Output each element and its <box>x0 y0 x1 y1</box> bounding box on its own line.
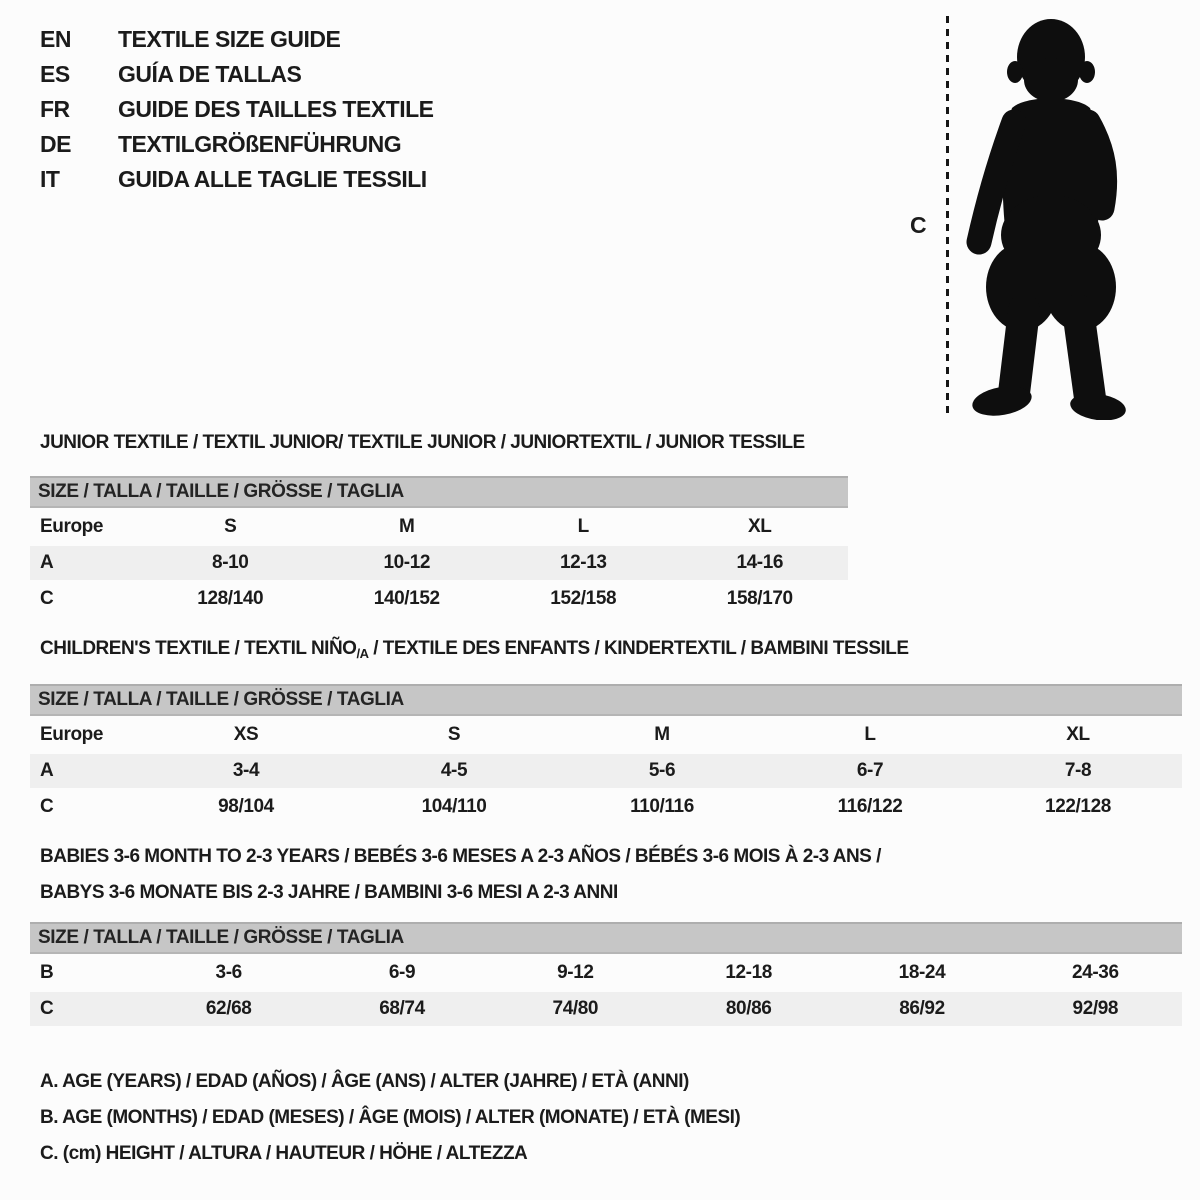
size-header-bar-label: SIZE / TALLA / TAILLE / GRÖSSE / TAGLIA <box>30 476 848 508</box>
size-cell: L <box>495 508 672 544</box>
babies-section-title-line2: BABYS 3-6 MONATE BIS 2-3 JAHRE / BAMBINI 3-6 MESI A 2-3 ANNI <box>40 882 618 903</box>
legend-age-years: A. AGE (YEARS) / EDAD (AÑOS) / ÂGE (ANS) / ALTER (JAHRE) / ETÀ (ANNI) <box>40 1071 689 1092</box>
months-cell: 18-24 <box>835 954 1008 990</box>
months-cell: 9-12 <box>489 954 662 990</box>
row-label: A <box>30 752 142 788</box>
height-cell: 86/92 <box>835 990 1008 1026</box>
table-row-age <box>30 544 848 580</box>
size-header-bar <box>30 684 1182 716</box>
age-cell: 7-8 <box>974 752 1182 788</box>
height-cell: 74/80 <box>489 990 662 1026</box>
age-cell: 12-13 <box>495 544 672 580</box>
height-cell: 140/152 <box>319 580 496 616</box>
junior-section-title: JUNIOR TEXTILE / TEXTIL JUNIOR/ TEXTILE JUNIOR / JUNIORTEXTIL / JUNIOR TESSILE <box>40 432 805 453</box>
guide-title-de: TEXTILGRÖßENFÜHRUNG <box>118 131 402 157</box>
language-code-it: IT <box>40 166 60 192</box>
size-cell: S <box>350 716 558 752</box>
row-label: A <box>30 544 142 580</box>
age-cell: 10-12 <box>319 544 496 580</box>
height-cell: 68/74 <box>315 990 488 1026</box>
children-title-subscript: /A <box>356 646 369 661</box>
size-cell: M <box>558 716 766 752</box>
language-row-es <box>40 57 434 92</box>
height-cell: 80/86 <box>662 990 835 1026</box>
children-title-pre: CHILDREN'S TEXTILE / TEXTIL NIÑO <box>40 638 357 659</box>
language-code-es: ES <box>40 61 70 87</box>
language-row-fr <box>40 92 434 127</box>
height-cell: 122/128 <box>974 788 1182 824</box>
table-row-height <box>30 788 1182 824</box>
table-row-months <box>30 954 1182 990</box>
language-title-list <box>40 22 434 197</box>
size-header-bar-label: SIZE / TALLA / TAILLE / GRÖSSE / TAGLIA <box>30 922 1182 954</box>
height-measure-dashed-line <box>946 16 949 416</box>
table-row-age <box>30 752 1182 788</box>
junior-size-table <box>30 476 848 616</box>
legend-age-months: B. AGE (MONTHS) / EDAD (MESES) / ÂGE (MOIS) / ALTER (MONATE) / ETÀ (MESI) <box>40 1107 741 1128</box>
children-title-post: / TEXTILE DES ENFANTS / KINDERTEXTIL / BAMBINI TESSILE <box>368 638 909 659</box>
months-cell: 6-9 <box>315 954 488 990</box>
children-section-title <box>40 638 909 660</box>
table-row-height <box>30 580 848 616</box>
row-label: C <box>30 990 142 1026</box>
row-label: Europe <box>30 716 142 752</box>
size-cell: XL <box>672 508 849 544</box>
table-row-height <box>30 990 1182 1026</box>
language-row-en <box>40 22 434 57</box>
language-code-en: EN <box>40 26 71 52</box>
age-cell: 5-6 <box>558 752 766 788</box>
guide-title-es: GUÍA DE TALLAS <box>118 61 302 87</box>
height-cell: 158/170 <box>672 580 849 616</box>
size-header-bar <box>30 476 848 508</box>
age-cell: 14-16 <box>672 544 849 580</box>
row-label: Europe <box>30 508 142 544</box>
age-cell: 8-10 <box>142 544 319 580</box>
language-row-de <box>40 127 434 162</box>
height-cell: 110/116 <box>558 788 766 824</box>
guide-title-en: TEXTILE SIZE GUIDE <box>118 26 341 52</box>
months-cell: 3-6 <box>142 954 315 990</box>
size-cell: L <box>766 716 974 752</box>
height-cell: 116/122 <box>766 788 974 824</box>
height-cell: 98/104 <box>142 788 350 824</box>
row-label: C <box>30 788 142 824</box>
months-cell: 24-36 <box>1009 954 1182 990</box>
toddler-silhouette-icon <box>962 10 1144 420</box>
language-row-it <box>40 162 434 197</box>
size-cell: XS <box>142 716 350 752</box>
babies-size-table <box>30 922 1182 1026</box>
height-cell: 92/98 <box>1009 990 1182 1026</box>
guide-title-fr: GUIDE DES TAILLES TEXTILE <box>118 96 434 122</box>
height-cell: 62/68 <box>142 990 315 1026</box>
height-cell: 104/110 <box>350 788 558 824</box>
months-cell: 12-18 <box>662 954 835 990</box>
size-cell: S <box>142 508 319 544</box>
language-code-fr: FR <box>40 96 70 122</box>
height-measure-label: C <box>910 212 927 238</box>
size-header-bar-label: SIZE / TALLA / TAILLE / GRÖSSE / TAGLIA <box>30 684 1182 716</box>
table-row-europe <box>30 716 1182 752</box>
age-cell: 3-4 <box>142 752 350 788</box>
guide-title-it: GUIDA ALLE TAGLIE TESSILI <box>118 166 427 192</box>
babies-section-title-line1: BABIES 3-6 MONTH TO 2-3 YEARS / BEBÉS 3-6 MESES A 2-3 AÑOS / BÉBÉS 3-6 MOIS À 2-3 ANS / <box>40 846 881 867</box>
size-cell: XL <box>974 716 1182 752</box>
size-header-bar <box>30 922 1182 954</box>
height-cell: 152/158 <box>495 580 672 616</box>
measurement-legend <box>40 1064 740 1172</box>
height-cell: 128/140 <box>142 580 319 616</box>
row-label: C <box>30 580 142 616</box>
size-cell: M <box>319 508 496 544</box>
language-code-de: DE <box>40 131 71 157</box>
table-row-europe <box>30 508 848 544</box>
row-label: B <box>30 954 142 990</box>
age-cell: 6-7 <box>766 752 974 788</box>
age-cell: 4-5 <box>350 752 558 788</box>
children-size-table <box>30 684 1182 824</box>
legend-height-cm: C. (cm) HEIGHT / ALTURA / HAUTEUR / HÖHE / ALTEZZA <box>40 1143 528 1164</box>
